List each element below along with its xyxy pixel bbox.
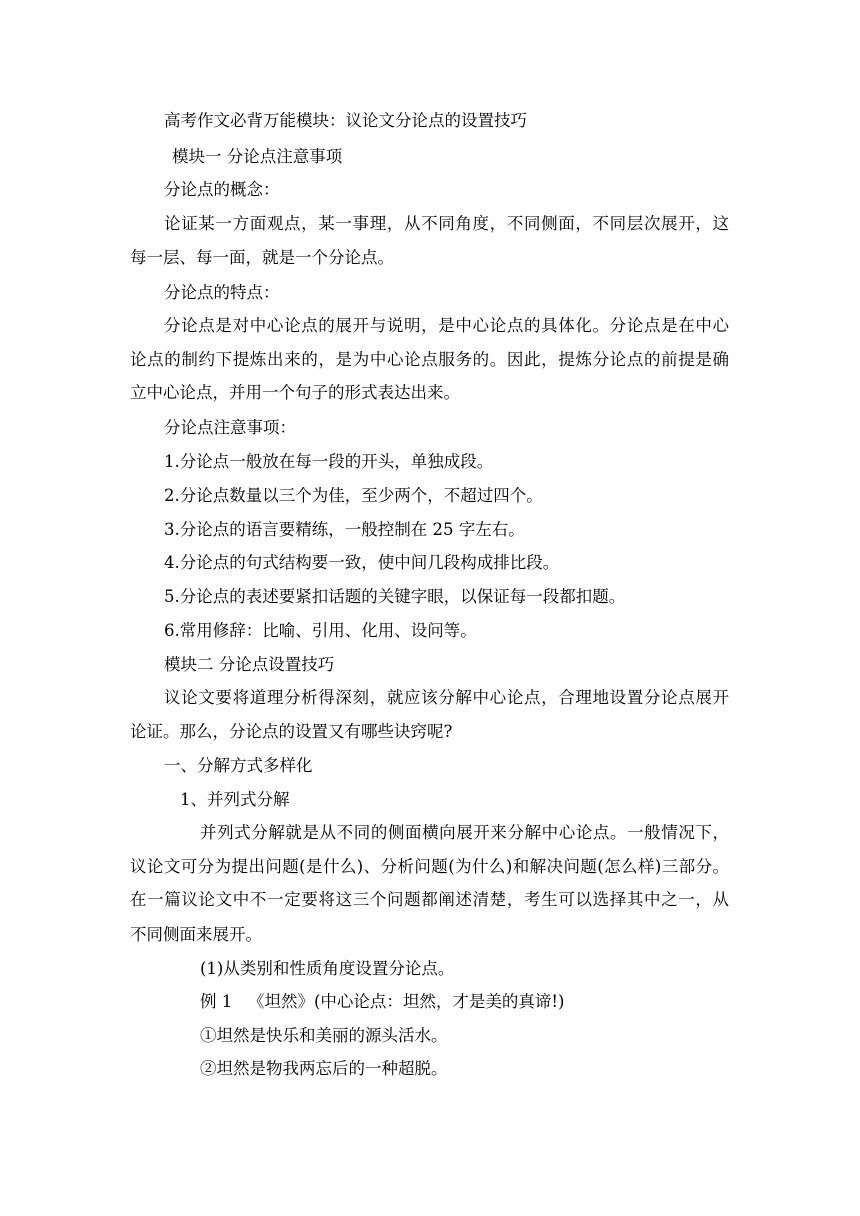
method-one-heading: (1)从类别和性质角度设置分论点。 (200, 959, 455, 978)
features-label: 分论点的特点： (164, 283, 280, 302)
note-item-1: 1.分论点一般放在每一段的开头，单独成段。 (164, 452, 494, 471)
intro-text-line-2: 论证。那么，分论点的设置又有哪些诀窍呢? (130, 722, 453, 741)
module-one-heading: 模块一 分论点注意事项 (172, 147, 343, 166)
module-two-heading: 模块二 分论点设置技巧 (164, 655, 335, 674)
note-item-6: 6.常用修辞：比喻、引用、化用、设问等。 (164, 621, 477, 640)
parallel-text-line-4: 不同侧面来展开。 (130, 925, 262, 944)
parallel-text-line-1: 并列式分解就是从不同的侧面横向展开来分解中心论点。一般情况下， (200, 823, 729, 842)
features-text-line-1: 分论点是对中心论点的展开与说明，是中心论点的具体化。分论点是在中心 (164, 316, 729, 335)
note-item-2: 2.分论点数量以三个为佳，至少两个，不超过四个。 (164, 486, 543, 505)
example-one-point-2: ②坦然是物我两忘后的一种超脱。 (200, 1059, 448, 1078)
notes-label: 分论点注意事项： (164, 418, 296, 437)
section-one-heading: 一、分解方式多样化 (164, 756, 313, 775)
parallel-text-line-2: 议论文可分为提出问题(是什么)、分析问题(为什么)和解决问题(怎么样)三部分。 (130, 857, 729, 876)
note-item-5: 5.分论点的表述要紧扣话题的关键字眼，以保证每一段都扣题。 (164, 587, 626, 606)
features-text-line-3: 立中心论点，并用一个句子的形式表达出来。 (130, 383, 460, 402)
intro-text-line-1: 议论文要将道理分析得深刻，就应该分解中心论点，合理地设置分论点展开 (164, 688, 729, 707)
concept-text-line-2: 每一层、每一面，就是一个分论点。 (130, 248, 394, 267)
document-title: 高考作文必背万能模块：议论文分论点的设置技巧 (164, 111, 527, 130)
example-one-title: 例 1 《坦然》(中心论点：坦然，才是美的真谛!) (200, 992, 565, 1011)
features-text-line-2: 论点的制约下提炼出来的，是为中心论点服务的。因此，提炼分论点的前提是确 (130, 350, 729, 369)
note-item-4: 4.分论点的句式结构要一致，使中间几段构成排比段。 (164, 553, 560, 572)
subsection-one-heading: 1、并列式分解 (180, 790, 290, 809)
example-one-point-1: ①坦然是快乐和美丽的源头活水。 (200, 1026, 448, 1045)
concept-text-line-1: 论证某一方面观点，某一事理，从不同角度，不同侧面，不同层次展开，这 (164, 214, 729, 233)
parallel-text-line-3: 在一篇议论文中不一定要将这三个问题都阐述清楚，考生可以选择其中之一，从 (130, 890, 729, 909)
note-item-3: 3.分论点的语言要精练，一般控制在 25 字左右。 (164, 520, 525, 539)
concept-label: 分论点的概念： (164, 180, 280, 199)
